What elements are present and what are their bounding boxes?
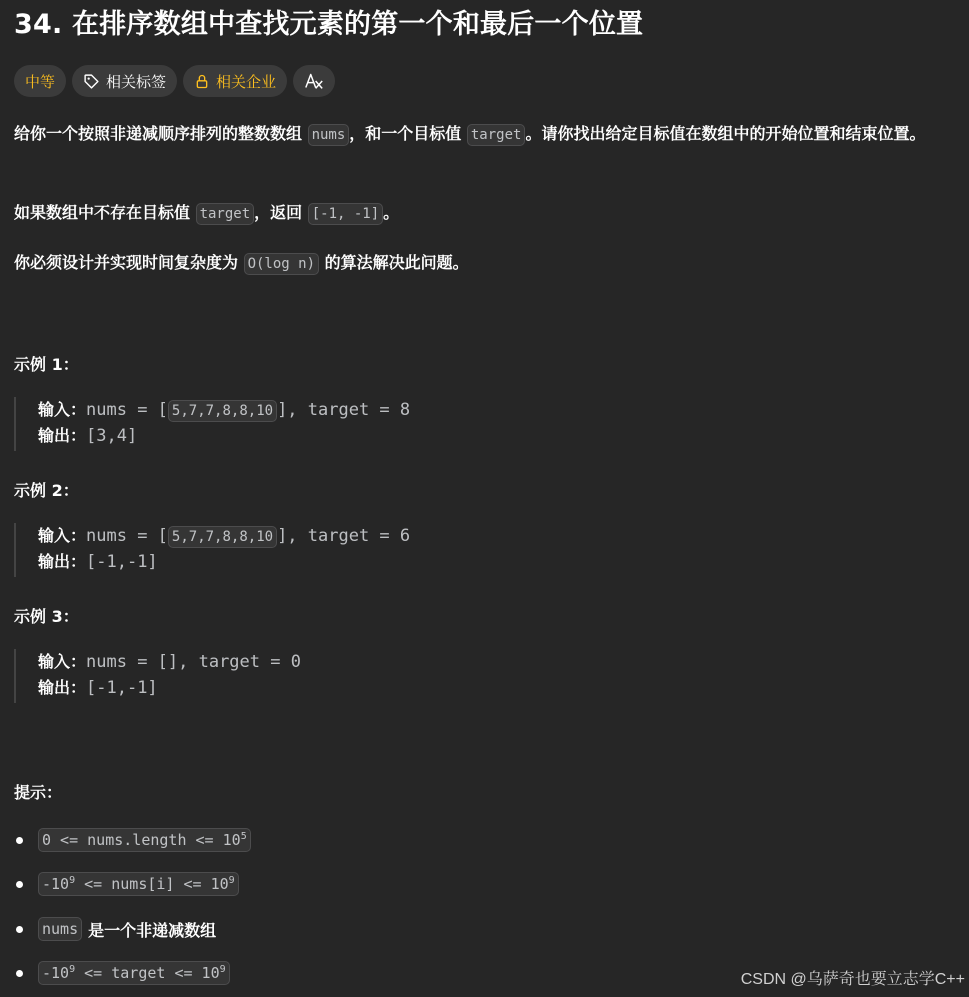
output-value: [3,4]: [86, 426, 138, 446]
description-paragraph-1: [14, 119, 954, 150]
example-3-heading: 示例 3：: [14, 607, 79, 626]
constraint-code: [38, 828, 251, 852]
output-label: 输出：: [38, 678, 87, 697]
constraint-item: [14, 959, 230, 987]
input-label: 输入：: [38, 652, 87, 671]
difficulty-badge[interactable]: [14, 65, 66, 97]
desc-text: 你必须设计并实现时间复杂度为: [14, 253, 244, 272]
superscript: 9: [219, 964, 226, 975]
translate-button[interactable]: [293, 65, 335, 97]
example-3-block: [14, 649, 301, 703]
constraint-text: 0 <= nums.length <= 10: [42, 831, 241, 849]
example-1-block: [14, 397, 410, 451]
csdn-watermark: CSDN @乌萨奇也要立志学C++: [740, 971, 965, 988]
constraint-code: nums: [38, 917, 82, 941]
output-value: [-1,-1]: [86, 552, 158, 572]
superscript: 9: [69, 875, 76, 886]
difficulty-label: 中等: [25, 72, 56, 91]
input-array-code: 5,7,7,8,8,10: [168, 526, 277, 548]
inline-code-target: target: [196, 203, 255, 225]
constraints-heading: 提示：: [14, 783, 63, 802]
inline-code-minus-one-pair: [-1, -1]: [308, 203, 383, 225]
problem-title: 34. 在排序数组中查找元素的第一个和最后一个位置: [14, 9, 644, 40]
desc-text: ，返回: [254, 203, 308, 222]
input-prefix: nums = [: [86, 400, 168, 420]
inline-code-nums: nums: [308, 124, 350, 146]
constraint-text: 是一个非递减数组: [88, 920, 217, 940]
example-2-heading: 示例 2：: [14, 481, 79, 500]
constraint-item: [14, 870, 239, 898]
input-label: 输入：: [38, 526, 87, 545]
constraint-text: <= nums[i] <= 10: [75, 875, 229, 893]
input-suffix: ], target = 8: [277, 400, 411, 420]
constraint-code: [38, 872, 239, 896]
desc-text: ，和一个目标值: [349, 124, 467, 143]
constraint-text: -10: [42, 875, 70, 893]
example-2-block: [14, 523, 410, 577]
companies-tag-button[interactable]: [183, 65, 287, 97]
input-suffix: ], target = 6: [277, 526, 411, 546]
input-prefix: nums = [: [86, 526, 168, 546]
topics-label: 相关标签: [106, 72, 167, 91]
bullet-icon: [16, 926, 23, 933]
companies-label: 相关企业: [216, 72, 277, 91]
desc-text: 给你一个按照非递减顺序排列的整数数组: [14, 124, 308, 143]
translate-icon: [304, 72, 324, 90]
tag-bar: [14, 65, 335, 97]
constraint-text: <= target <= 10: [75, 964, 220, 982]
desc-text: 如果数组中不存在目标值: [14, 203, 196, 222]
tag-icon: [83, 73, 100, 90]
constraint-item: [14, 826, 251, 854]
example-1-heading: 示例 1：: [14, 355, 79, 374]
input-value: nums = [], target = 0: [86, 652, 301, 672]
bullet-icon: [16, 881, 23, 888]
inline-code-complexity: O(log n): [244, 253, 319, 275]
desc-text: 的算法解决此问题。: [319, 253, 469, 272]
lock-icon: [194, 73, 210, 90]
topics-tag-button[interactable]: [72, 65, 177, 97]
constraint-code: [38, 961, 230, 985]
superscript: 9: [228, 875, 235, 886]
bullet-icon: [16, 970, 23, 977]
constraint-item: [14, 915, 216, 943]
superscript: 5: [240, 831, 247, 842]
constraint-text: -10: [42, 964, 70, 982]
bullet-icon: [16, 837, 23, 844]
description-paragraph-2: [14, 198, 954, 229]
description-paragraph-3: [14, 248, 954, 279]
inline-code-target: target: [467, 124, 526, 146]
desc-text: 。请你找出给定目标值在数组中的开始位置和结束位置。: [525, 124, 926, 143]
superscript: 9: [69, 964, 76, 975]
output-value: [-1,-1]: [86, 678, 158, 698]
output-label: 输出：: [38, 426, 87, 445]
output-label: 输出：: [38, 552, 87, 571]
desc-text: 。: [383, 203, 400, 222]
input-array-code: 5,7,7,8,8,10: [168, 400, 277, 422]
input-label: 输入：: [38, 400, 87, 419]
